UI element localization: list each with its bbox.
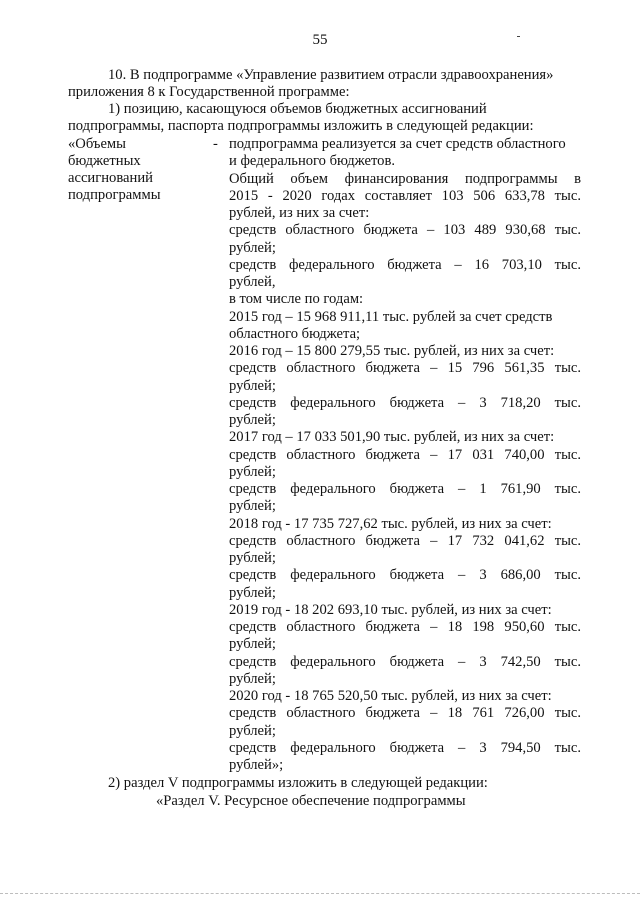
passport-content-line: 2016 год – 15 800 279,55 тыс. рублей, из них за счет: — [229, 343, 555, 359]
passport-content-line: средств областного бюджета – 18 198 950,60 тыс. — [229, 619, 581, 635]
passport-content-line: рублей; — [229, 377, 276, 394]
passport-label-line: подпрограммы — [68, 187, 161, 203]
passport-content-line: рублей; — [229, 463, 276, 480]
passport-content-line: средств федерального бюджета – 3 686,00 тыс. — [229, 567, 581, 584]
passport-content-line: рублей»; — [229, 757, 284, 773]
passport-label-line: ассигнований — [68, 170, 153, 186]
passport-content-line: 2017 год – 17 033 501,90 тыс. рублей, из них за счет: — [229, 429, 555, 446]
passport-content-line: 2018 год - 17 735 727,62 тыс. рублей, из них за счет: — [229, 515, 552, 532]
passport-content-line: средств федерального бюджета – 3 794,50 тыс. — [229, 739, 581, 756]
outro-line-1: 2) раздел V подпрограммы изложить в следующей редакции: — [108, 775, 488, 791]
passport-content-line: средств областного бюджета – 17 732 041,62 тыс. — [229, 532, 581, 549]
passport-content-line: средств областного бюджета – 103 489 930,68 тыс. — [229, 222, 581, 239]
passport-content-line: рублей; — [229, 670, 276, 687]
passport-content-line: 2019 год - 18 202 693,10 тыс. рублей, из них за счет: — [229, 601, 552, 618]
passport-content-line: рублей; — [229, 722, 276, 739]
passport-content-line: рублей; — [229, 498, 276, 515]
passport-content-line: подпрограмма реализуется за счет средств областного — [229, 136, 566, 152]
passport-content-line: средств областного бюджета – 18 761 726,00 тыс. — [229, 705, 581, 722]
scan-speck — [517, 36, 520, 37]
passport-content-line: 2020 год - 18 765 520,50 тыс. рублей, из них за счет: — [229, 688, 552, 704]
intro-line-4: подпрограммы, паспорта подпрограммы изложить в следующей редакции: — [68, 118, 534, 134]
passport-content-line: рублей; — [229, 239, 276, 256]
passport-content-line: средств федерального бюджета – 3 742,50 тыс. — [229, 653, 581, 670]
page-number: 55 — [312, 32, 328, 48]
passport-content-line: Общий объем финансирования подпрограммы в — [229, 170, 581, 187]
passport-content-line: рублей, — [229, 274, 276, 290]
passport-content-line: рублей; — [229, 636, 276, 653]
intro-line-2: приложения 8 к Государственной программе: — [68, 84, 350, 100]
passport-content-line: рублей; — [229, 584, 276, 601]
passport-dash: - — [213, 136, 218, 152]
passport-content-line: в том числе по годам: — [229, 291, 364, 308]
passport-content-line: и федерального бюджетов. — [229, 153, 396, 170]
passport-label-line: «Объемы — [68, 136, 126, 152]
passport-content-line: средств областного бюджета – 15 796 561,35 тыс. — [229, 360, 581, 377]
passport-content-line: средств федерального бюджета – 3 718,20 тыс. — [229, 394, 581, 411]
passport-content-line: областного бюджета; — [229, 325, 361, 342]
passport-content-line: средств федерального бюджета – 16 703,10 тыс. — [229, 256, 581, 273]
outro-line-2: «Раздел V. Ресурсное обеспечение подпрограммы — [156, 793, 466, 809]
passport-content-line: средств областного бюджета – 17 031 740,00 тыс. — [229, 446, 581, 463]
passport-content-line: рублей; — [229, 412, 276, 428]
passport-content-line: 2015 год – 15 968 911,11 тыс. рублей за счет средств — [229, 308, 553, 325]
intro-line-1: 10. В подпрограмме «Управление развитием отрасли здравоохранения» — [108, 67, 554, 83]
passport-label-line: бюджетных — [68, 153, 141, 169]
intro-line-3: 1) позицию, касающуюся объемов бюджетных ассигнований — [108, 101, 487, 117]
scan-edge — [0, 893, 640, 894]
passport-content-line: 2015 - 2020 годах составляет 103 506 633,78 тыс. — [229, 187, 581, 204]
passport-content-line: рублей; — [229, 550, 276, 566]
passport-content-line: средств федерального бюджета – 1 761,90 тыс. — [229, 481, 581, 497]
passport-content-line: рублей, из них за счет: — [229, 205, 370, 221]
